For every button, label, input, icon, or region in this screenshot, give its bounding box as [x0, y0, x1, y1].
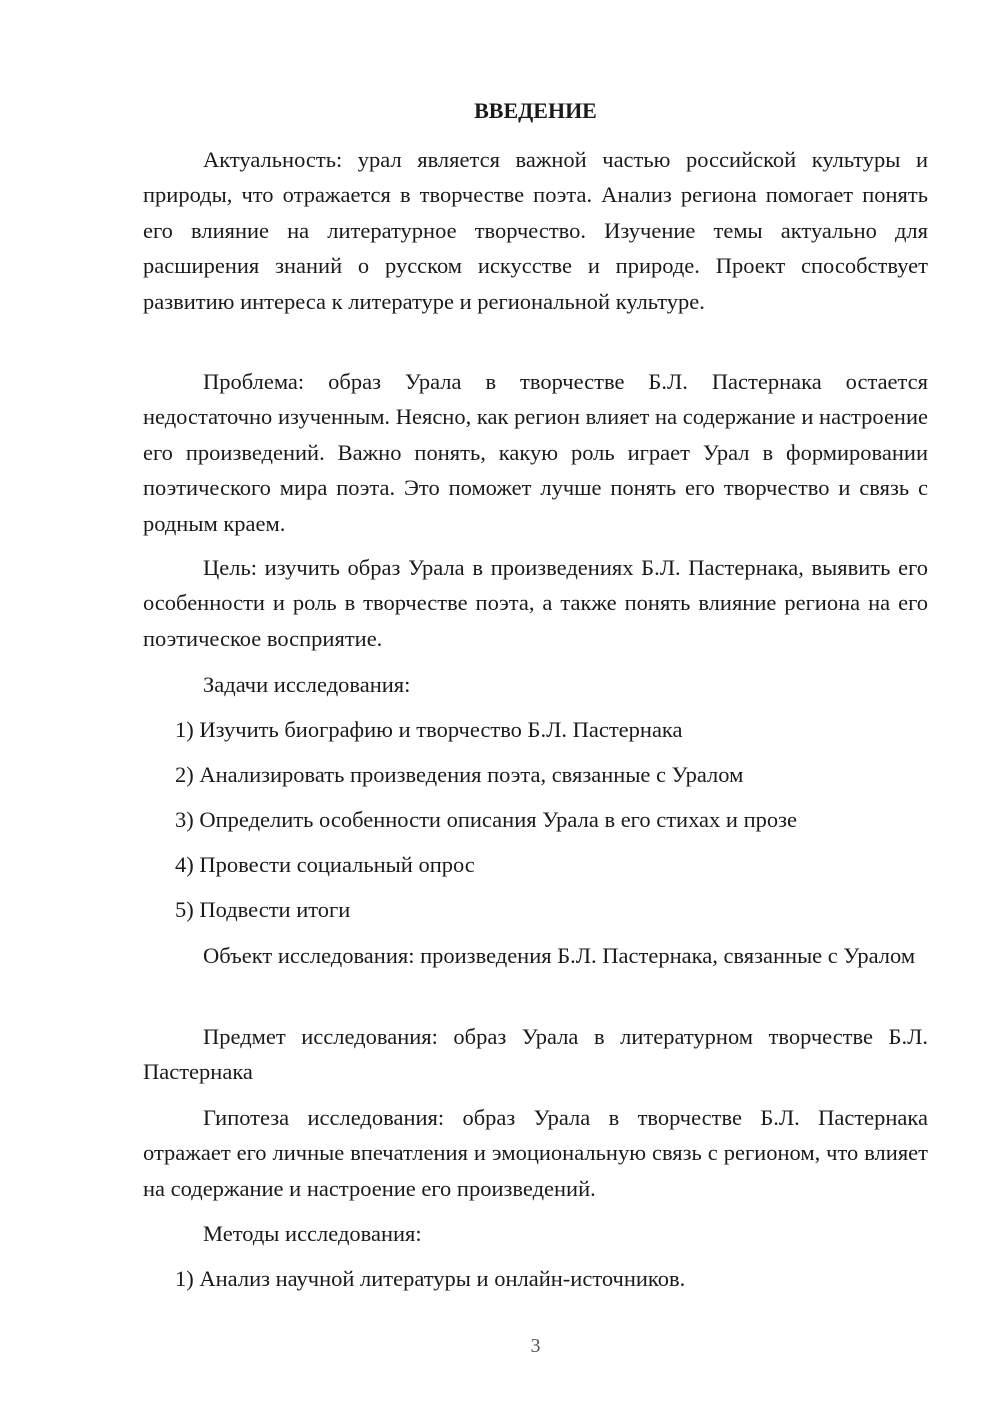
paragraph-problem: Проблема: образ Урала в творчестве Б.Л. Пастернака остается недостаточно изученным. Неясно, как регион влияет на содержание и настроение его произведений. Важно понять, какую роль играет Урал в формировании поэтического мира поэта. Это поможет лучше понять его творчество и связь с родным краем.: [143, 369, 928, 536]
paragraph-hypothesis: Гипотеза исследования: образ Урала в творчестве Б.Л. Пастернака отражает его личные впечатления и эмоциональную связь с регионом, что влияет на содержание и настроение его произведений.: [143, 1105, 928, 1201]
task-item-1: 1) Изучить биографию и творчество Б.Л. Пастернака: [175, 717, 683, 742]
methods-heading: Методы исследования:: [203, 1221, 422, 1246]
tasks-heading: Задачи исследования:: [203, 672, 411, 697]
paragraph-subject: Предмет исследования: образ Урала в литературном творчестве Б.Л. Пастернака: [143, 1024, 928, 1085]
task-item-3: 3) Определить особенности описания Урала в его стихах и прозе: [175, 807, 797, 832]
task-item-4: 4) Провести социальный опрос: [175, 852, 475, 877]
task-item-5: 5) Подвести итоги: [175, 897, 351, 922]
paragraph-object: Объект исследования: произведения Б.Л. Пастернака, связанные с Уралом: [203, 943, 916, 968]
section-title: ВВЕДЕНИЕ: [474, 98, 597, 123]
task-item-2: 2) Анализировать произведения поэта, связанные с Уралом: [175, 762, 744, 787]
page-number: 3: [530, 1335, 541, 1357]
paragraph-goal: Цель: изучить образ Урала в произведениях Б.Л. Пастернака, выявить его особенности и роль в творчестве поэта, а также понять влияние региона на его поэтическое восприятие.: [143, 555, 928, 651]
paragraph-relevance: Актуальность: урал является важной частью российской культуры и природы, что отражается в творчестве поэта. Анализ региона помогает понять его влияние на литературное творчество. Изучение темы актуально для расширения знаний о русском искусстве и природе. Проект способствует развитию интереса к литературе и региональной культуре.: [143, 147, 928, 314]
method-item-1: 1) Анализ научной литературы и онлайн-источников.: [175, 1266, 686, 1291]
document-page: [143, 0, 928, 1414]
